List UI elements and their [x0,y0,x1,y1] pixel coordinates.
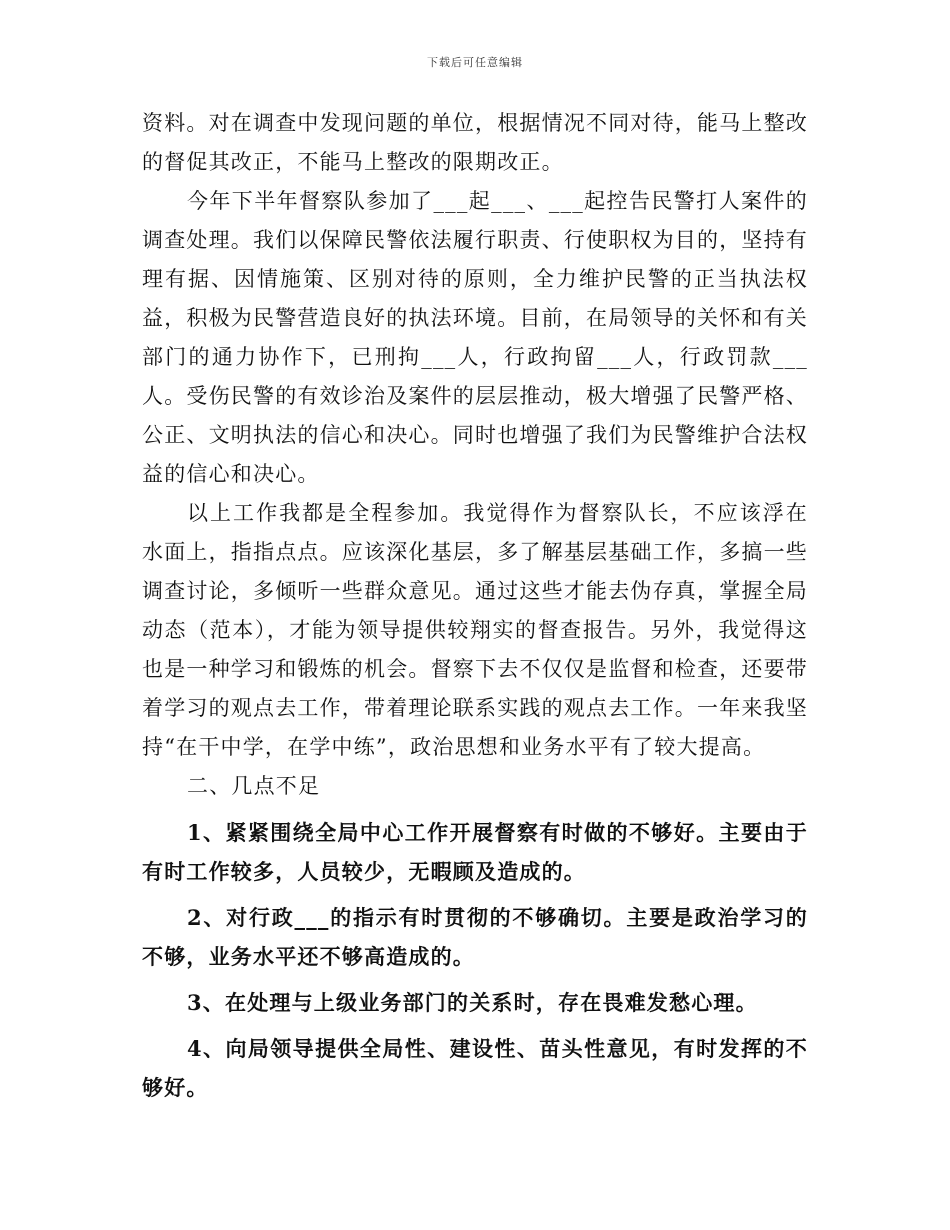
shortcoming-item-4: 4、向局领导提供全局性、建设性、苗头性意见，有时发挥的不够好。 [142,1036,808,1100]
page-header: 下载后可任意编辑 [427,56,523,69]
document-body [142,104,808,1107]
shortcoming-item-3: 3、在处理与上级业务部门的关系时，存在畏难发愁心理。 [187,990,758,1015]
shortcoming-item-1: 1、紧紧围绕全局中心工作开展督察有时做的不够好。主要由于有时工作较多，人员较少，无暇顾及造成的。 [142,820,808,884]
paragraph-case-handling: 今年下半年督察队参加了___起___、___起控告民警打人案件的调查处理。我们以保障民警依法履行职责、行使职权为目的，坚持有理有据、因情施策、区别对待的原则，全力维护民警的正当执法权益，积极为民警营造良好的执法环境。目前，在局领导的关怀和有关部门的通力协作下，已刑拘___人，行政拘留___人，行政罚款___人。受伤民警的有效诊治及案件的层层推动，极大增强了民警严格、公正、文明执法的信心和决心。同时也增强了我们为民警维护合法权益的信心和决心。 [142,189,808,486]
paragraph-continued: 资料。对在调查中发现问题的单位，根据情况不同对待，能马上整改的督促其改正，不能马上整改的限期改正。 [142,111,808,174]
section-heading: 二、几点不足 [187,774,321,798]
paragraph-participation: 以上工作我都是全程参加。我觉得作为督察队长，不应该浮在水面上，指指点点。应该深化基层，多了解基层基础工作，多搞一些调查讨论，多倾听一些群众意见。通过这些才能去伪存真，掌握全局动态（范本），才能为领导提供较翔实的督查报告。另外，我觉得这也是一种学习和锻炼的机会。督察下去不仅仅是监督和检查，还要带着学习的观点去工作，带着理论联系实践的观点去工作。一年来我坚持“在干中学，在学中练”，政治思想和业务水平有了较大提高。 [142,501,808,759]
shortcoming-item-2: 2、对行政___的指示有时贯彻的不够确切。主要是政治学习的不够，业务水平还不够高造成的。 [142,905,808,969]
